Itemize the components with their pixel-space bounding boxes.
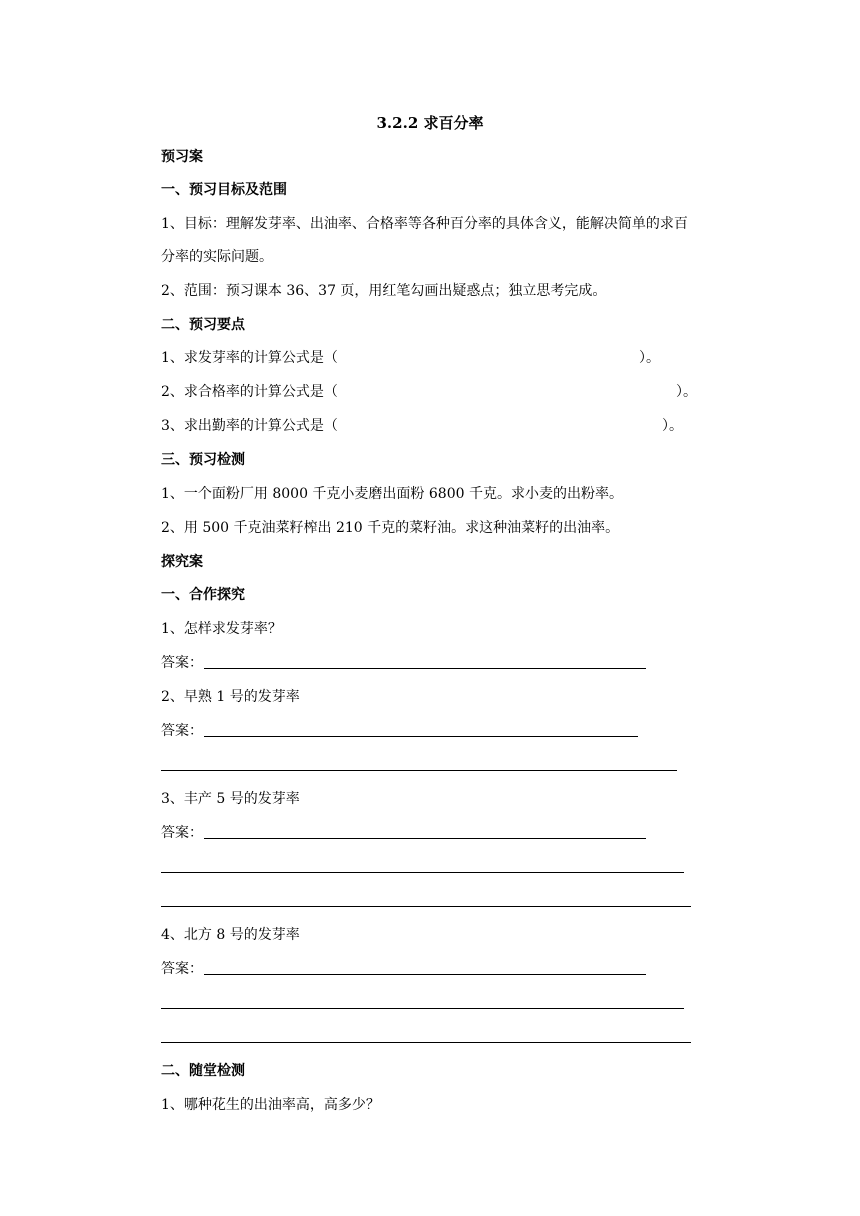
section-goals-heading: 一、预习目标及范围 <box>161 182 287 198</box>
answer-label: 答案： <box>161 723 203 739</box>
answer-label: 答案： <box>161 825 203 841</box>
section-inclass-heading: 二、随堂检测 <box>161 1063 245 1079</box>
check-question-1: 1、一个面粉厂用 8000 千克小麦磨出面粉 6800 千克。求小麦的出粉率。 <box>161 486 623 502</box>
keypoint-3-suffix: ）。 <box>662 418 683 434</box>
keypoint-1-suffix: ）。 <box>639 350 660 366</box>
preview-heading: 预习案 <box>161 149 203 165</box>
answer-line[interactable] <box>204 838 646 839</box>
check-question-2: 2、用 500 千克油菜籽榨出 210 千克的菜籽油。求这种油菜籽的出油率。 <box>161 520 620 536</box>
explore-question-2: 2、早熟 1 号的发芽率 <box>161 689 300 705</box>
keypoint-2-suffix: ）。 <box>676 384 697 400</box>
answer-line[interactable] <box>204 736 638 737</box>
section-cooperate-heading: 一、合作探究 <box>161 587 245 603</box>
explore-question-4: 4、北方 8 号的发芽率 <box>161 927 300 943</box>
answer-label: 答案： <box>161 961 203 977</box>
keypoint-1-prefix: 1、求发芽率的计算公式是（ <box>161 350 338 366</box>
page-title: 3.2.2 求百分率 <box>376 114 484 132</box>
section-keypoints-heading: 二、预习要点 <box>161 317 245 333</box>
explore-heading: 探究案 <box>161 554 203 570</box>
explore-question-3: 3、丰产 5 号的发芽率 <box>161 791 300 807</box>
answer-line[interactable] <box>161 872 684 873</box>
answer-line[interactable] <box>161 1042 691 1043</box>
goal-line-1: 1、目标：理解发芽率、出油率、合格率等各种百分率的具体含义，能解决简单的求百 <box>161 216 688 232</box>
answer-line[interactable] <box>161 906 691 907</box>
section-check-heading: 三、预习检测 <box>161 452 245 468</box>
answer-line[interactable] <box>204 974 646 975</box>
answer-line[interactable] <box>204 668 646 669</box>
answer-line[interactable] <box>161 770 677 771</box>
answer-label: 答案： <box>161 655 203 671</box>
range-line: 2、范围：预习课本 36、37 页，用红笔勾画出疑惑点；独立思考完成。 <box>161 283 607 299</box>
goal-line-2: 分率的实际问题。 <box>161 249 273 265</box>
keypoint-3-prefix: 3、求出勤率的计算公式是（ <box>161 418 338 434</box>
explore-question-1: 1、怎样求发芽率？ <box>161 621 282 637</box>
answer-line[interactable] <box>161 1008 684 1009</box>
keypoint-2-prefix: 2、求合格率的计算公式是（ <box>161 384 338 400</box>
inclass-question-1: 1、哪种花生的出油率高，高多少？ <box>161 1097 380 1113</box>
